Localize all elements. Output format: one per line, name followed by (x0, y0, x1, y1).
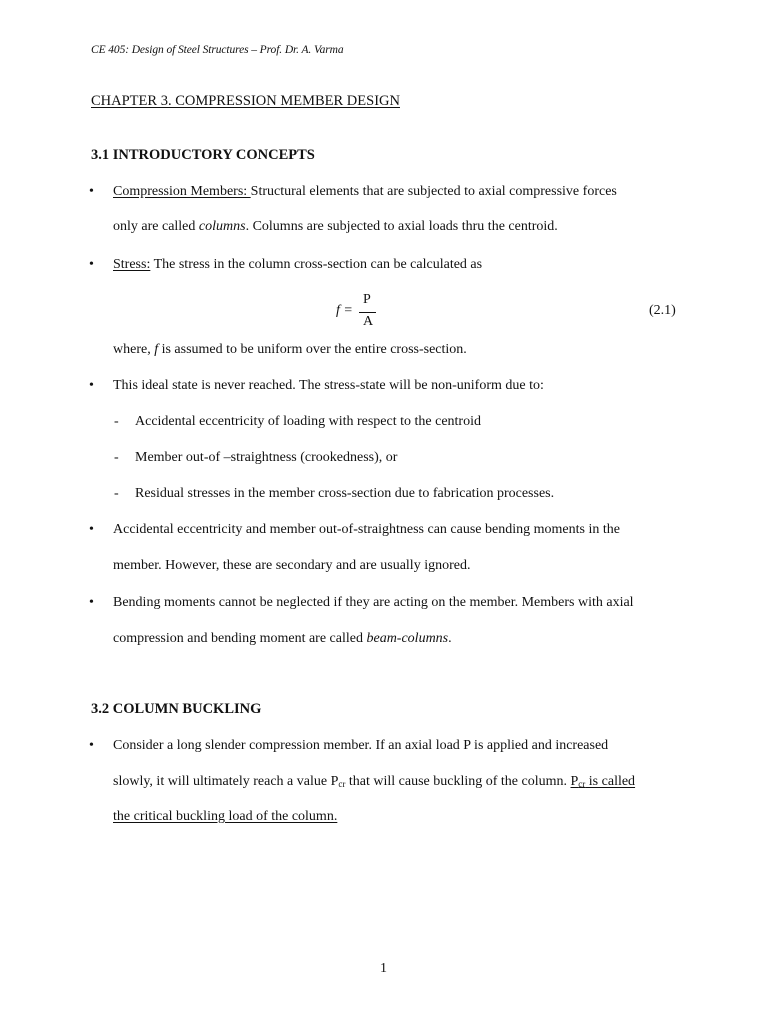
equation-lhs: f = (336, 303, 353, 318)
term-stress: Stress: (113, 257, 151, 272)
bullet-stress: Stress: The stress in the column cross-section can be calculated as (113, 257, 483, 272)
bullet-eccentricity-line2: member. However, these are secondary and are usually ignored. (113, 558, 471, 573)
dash-item-straightness: Member out-of –straightness (crookedness), or (135, 450, 398, 465)
dash-marker: - (114, 486, 119, 501)
equation-number: (2.1) (649, 303, 676, 318)
buckling-line3: the critical buckling load of the column. (113, 809, 338, 824)
critical-load-definition: $P_{cr}$ is called (570, 774, 636, 789)
buckling-line2: slowly, it will ultimately reach a value $P_{cr}$ that will cause buckling of the column. $P_{cr}$ is called (113, 774, 636, 789)
dash-marker: - (114, 450, 119, 465)
section-title-column-buckling: 3.2 COLUMN BUCKLING (91, 701, 262, 717)
equation-numerator: P (363, 292, 371, 307)
dash-marker: - (114, 414, 119, 429)
page-number: 1 (380, 961, 387, 976)
bullet-icon: • (89, 378, 94, 393)
equation-denominator: A (363, 314, 374, 329)
chapter-title: CHAPTER 3. COMPRESSION MEMBER DESIGN (91, 93, 400, 109)
bullet-icon: • (89, 522, 94, 537)
bullet-compression-members-line1: Compression Members: Structural elements that are subjected to axial compressive forces (113, 184, 617, 199)
dash-item-eccentricity: Accidental eccentricity of loading with respect to the centroid (135, 414, 481, 429)
equation-stress (336, 292, 396, 332)
bullet-eccentricity-line1: Accidental eccentricity and member out-of-straightness can cause bending moments in the (113, 522, 620, 537)
where-line: where, f is assumed to be uniform over the entire cross-section. (113, 342, 467, 357)
bullet-icon: • (89, 738, 94, 753)
bullet-icon: • (89, 595, 94, 610)
bullet-compression-members-line2: only are called columns. Columns are subjected to axial loads thru the centroid. (113, 219, 558, 234)
buckling-line1: Consider a long slender compression member. If an axial load P is applied and increased (113, 738, 609, 753)
bullet-bending-line1: Bending moments cannot be neglected if they are acting on the member. Members with axial (113, 595, 634, 610)
dash-item-residual-stresses: Residual stresses in the member cross-section due to fabrication processes. (135, 486, 555, 501)
bullet-bending-line2: compression and bending moment are called beam-columns. (113, 631, 452, 646)
bullet-icon: • (89, 184, 94, 199)
bullet-icon: • (89, 257, 94, 272)
term-compression-members: Compression Members: (113, 184, 251, 199)
section-title-introductory-concepts: 3.1 INTRODUCTORY CONCEPTS (91, 147, 315, 163)
fraction-bar (359, 312, 376, 313)
page-header: CE 405: Design of Steel Structures – Prof. Dr. A. Varma (91, 44, 344, 56)
bullet-ideal-state: This ideal state is never reached. The stress-state will be non-uniform due to: (113, 378, 544, 393)
